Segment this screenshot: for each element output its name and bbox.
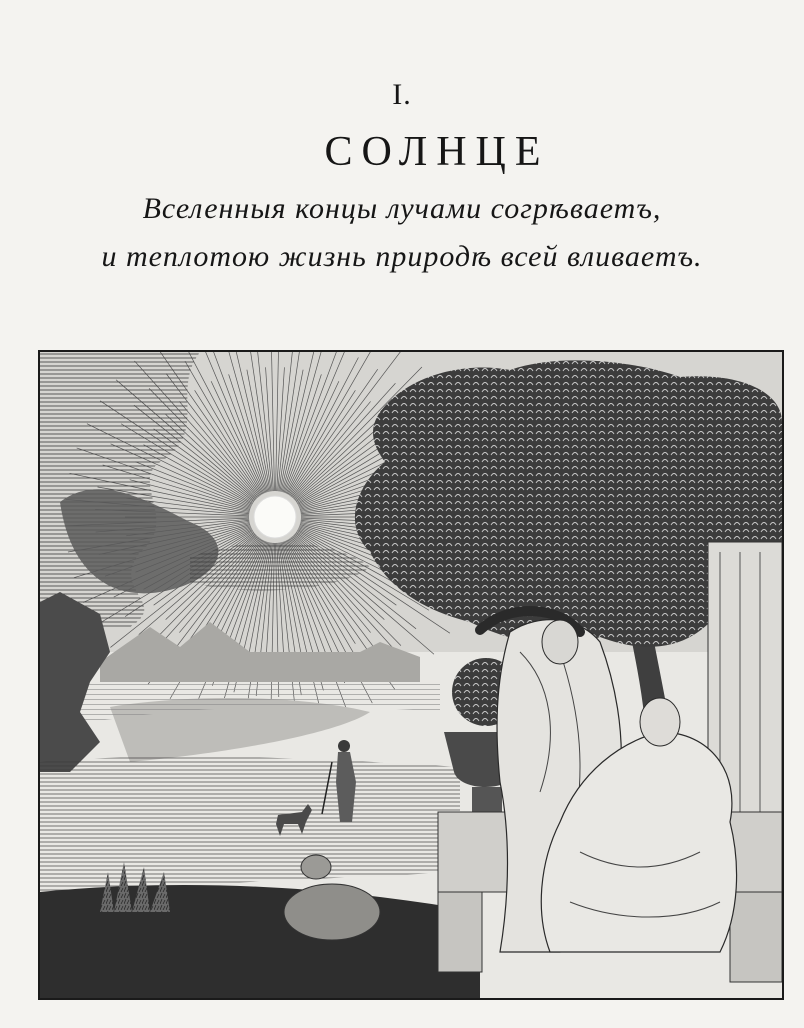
page-title: СОЛНЦЕ <box>324 129 550 175</box>
engraving-plate <box>38 350 784 1000</box>
verse-line-1: Вселенныя концы лучами согрѣваетъ, <box>142 192 662 225</box>
engraving-illustration <box>40 352 782 998</box>
sun-icon <box>254 496 296 538</box>
chapter-number: I. <box>392 78 412 111</box>
meadow <box>40 757 460 892</box>
verse-line-2: и теплотою жизнь природѣ всей вливаетъ. <box>101 240 703 273</box>
sheep-figure <box>284 884 380 940</box>
